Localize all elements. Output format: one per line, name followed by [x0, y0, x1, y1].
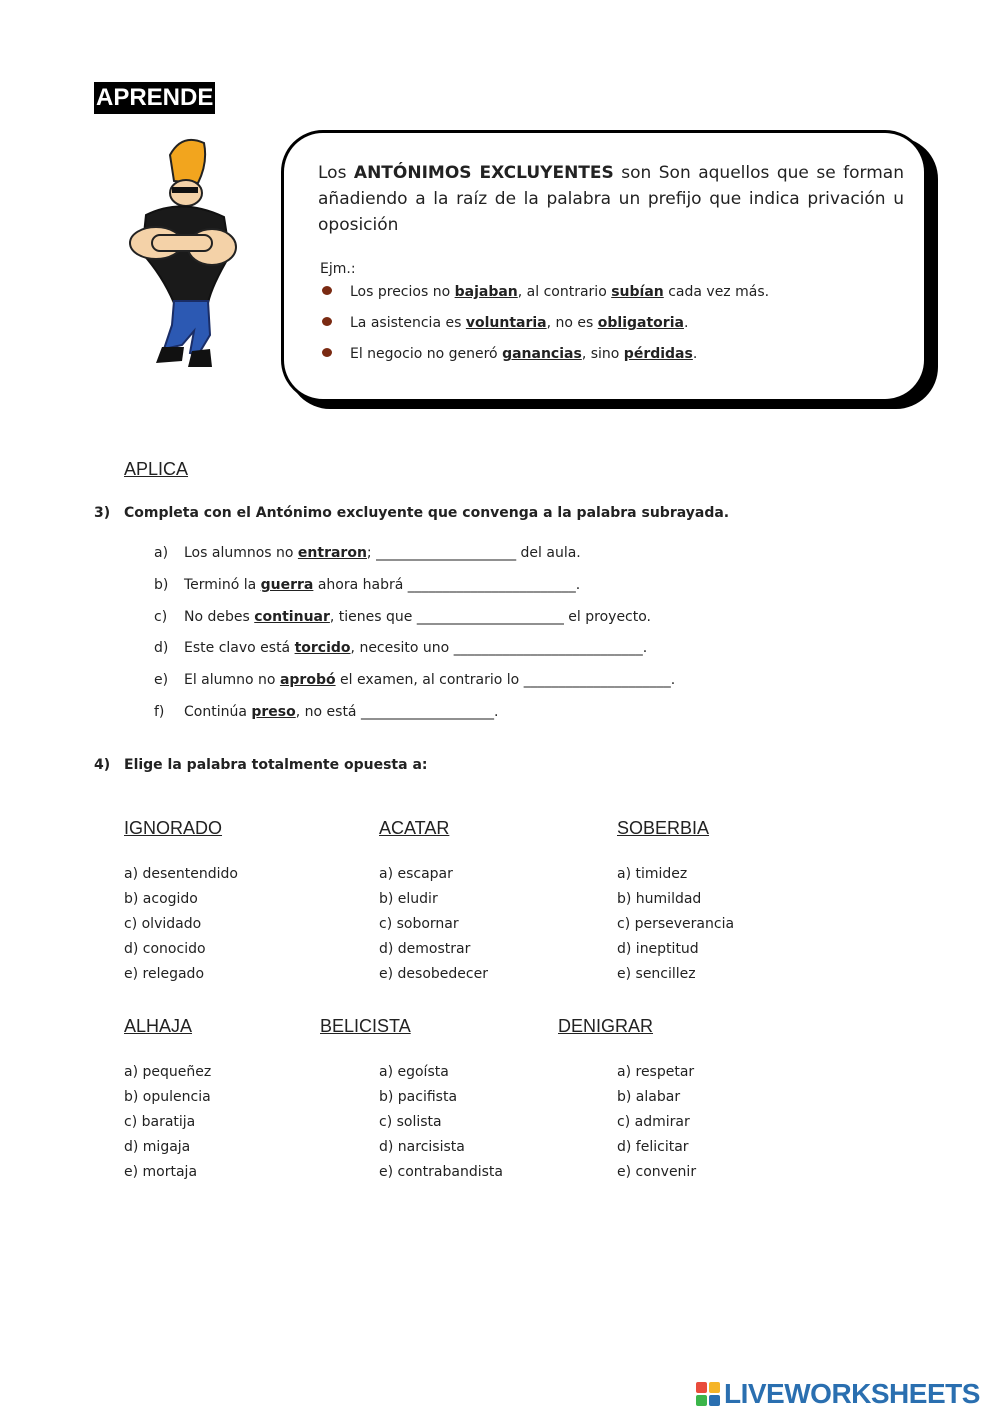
- answer-option[interactable]: d) narcisista: [379, 1139, 465, 1155]
- example-word: ganancias: [502, 346, 582, 362]
- answer-option[interactable]: c) perseverancia: [617, 916, 735, 932]
- bullet-icon: [322, 286, 332, 295]
- liveworksheets-logo-icon: [696, 1382, 720, 1406]
- fill-blank-item[interactable]: [154, 545, 581, 561]
- example-text: , al contrario: [517, 284, 612, 300]
- answer-option[interactable]: a) pequeñez: [124, 1064, 212, 1080]
- example-text: Los precios no: [350, 284, 455, 300]
- liveworksheets-logo-text: LIVEWORKSHEETS: [724, 1378, 980, 1409]
- definition-body: son Son aquellos que se forman añadiendo a la raíz de la palabra un prefijo que indica privación u oposición: [318, 163, 904, 235]
- question-number: 3): [94, 505, 111, 521]
- example-text: .: [683, 315, 689, 331]
- answer-option[interactable]: b) alabar: [617, 1089, 681, 1105]
- example-word: bajaban: [454, 284, 518, 300]
- question-number: 4): [94, 757, 111, 773]
- definition-text: [318, 160, 904, 238]
- fill-blank-item[interactable]: [154, 704, 498, 720]
- answer-option[interactable]: a) desentendido: [124, 866, 238, 882]
- example-item: [322, 284, 769, 300]
- liveworksheets-logo: [696, 1378, 980, 1410]
- item-label: b): [154, 577, 169, 593]
- example-word: subían: [611, 284, 664, 300]
- answer-option[interactable]: b) eludir: [379, 891, 438, 907]
- item-text: Los alumnos no: [184, 545, 298, 561]
- underlined-word: preso: [251, 704, 296, 720]
- question-3-heading: [94, 505, 729, 521]
- example-text: El negocio no generó: [350, 346, 503, 362]
- cartoon-character-illustration: [112, 135, 252, 375]
- question-4-heading: [94, 757, 428, 773]
- item-label: d): [154, 640, 169, 656]
- example-item: [322, 315, 688, 331]
- answer-option[interactable]: b) pacifista: [379, 1089, 458, 1105]
- word-heading: IGNORADO: [124, 818, 223, 838]
- answer-option[interactable]: b) humildad: [617, 891, 702, 907]
- word-heading: SOBERBIA: [617, 818, 710, 838]
- answer-option[interactable]: e) desobedecer: [379, 966, 488, 982]
- bullet-icon: [322, 317, 332, 326]
- word-heading: ALHAJA: [124, 1016, 193, 1036]
- example-item: [322, 346, 697, 362]
- example-text: , sino: [581, 346, 624, 362]
- item-text-with-blank[interactable]: el examen, al contrario lo _____________________.: [335, 672, 676, 688]
- answer-option[interactable]: a) respetar: [617, 1064, 695, 1080]
- item-text: Continúa: [184, 704, 252, 720]
- answer-option[interactable]: b) acogido: [124, 891, 198, 907]
- item-text-with-blank[interactable]: , necesito uno ___________________________.: [350, 640, 648, 656]
- section-title-aplica: APLICA: [124, 459, 189, 479]
- answer-option[interactable]: a) timidez: [617, 866, 688, 882]
- underlined-word: entraron: [297, 545, 367, 561]
- underlined-word: guerra: [260, 577, 314, 593]
- definition-term: ANTÓNIMOS EXCLUYENTES: [353, 163, 614, 183]
- word-heading: BELICISTA: [320, 1016, 411, 1036]
- example-word: pérdidas: [623, 346, 693, 362]
- fill-blank-item[interactable]: [154, 640, 647, 656]
- fill-blank-item[interactable]: [154, 672, 675, 688]
- question-text: Elige la palabra totalmente opuesta a:: [124, 757, 428, 773]
- answer-option[interactable]: c) admirar: [617, 1114, 690, 1130]
- item-text: No debes: [184, 609, 255, 625]
- item-text-with-blank[interactable]: , no está ___________________.: [295, 704, 499, 720]
- answer-option[interactable]: d) migaja: [124, 1139, 191, 1155]
- example-word: obligatoria: [597, 315, 684, 331]
- example-text: , no es: [546, 315, 598, 331]
- answer-option[interactable]: a) egoísta: [379, 1064, 449, 1080]
- item-text-with-blank[interactable]: , tienes que _____________________ el proyecto.: [329, 609, 652, 625]
- answer-option[interactable]: e) convenir: [617, 1164, 697, 1180]
- answer-option[interactable]: c) sobornar: [379, 916, 459, 932]
- answer-option[interactable]: e) relegado: [124, 966, 205, 982]
- answer-option[interactable]: d) ineptitud: [617, 941, 699, 957]
- answer-option[interactable]: d) felicitar: [617, 1139, 689, 1155]
- section-title-aprende: APRENDE: [94, 82, 215, 114]
- question-text: Completa con el Antónimo excluyente que convenga a la palabra subrayada.: [124, 505, 730, 521]
- examples-label: Ejm.:: [320, 261, 356, 277]
- example-word: voluntaria: [465, 315, 547, 331]
- underlined-word: aprobó: [279, 672, 336, 688]
- example-text: .: [692, 346, 698, 362]
- item-label: a): [154, 545, 169, 561]
- example-text: La asistencia es: [350, 315, 466, 331]
- item-text: Terminó la: [184, 577, 261, 593]
- fill-blank-item[interactable]: [154, 609, 651, 625]
- item-label: e): [154, 672, 169, 688]
- underlined-word: torcido: [294, 640, 351, 656]
- example-text: cada vez más.: [663, 284, 770, 300]
- answer-option[interactable]: b) opulencia: [124, 1089, 211, 1105]
- answer-option[interactable]: e) mortaja: [124, 1164, 198, 1180]
- word-heading: DENIGRAR: [558, 1016, 654, 1036]
- word-heading: ACATAR: [379, 818, 450, 838]
- item-text-with-blank[interactable]: ; ____________________ del aula.: [366, 545, 581, 561]
- fill-blank-item[interactable]: [154, 577, 580, 593]
- item-label: c): [154, 609, 168, 625]
- answer-option[interactable]: d) conocido: [124, 941, 206, 957]
- answer-option[interactable]: a) escapar: [379, 866, 453, 882]
- item-text: Este clavo está: [184, 640, 295, 656]
- definition-prefix: Los: [318, 163, 354, 183]
- underlined-word: continuar: [254, 609, 330, 625]
- bullet-icon: [322, 348, 332, 357]
- item-label: f): [154, 704, 165, 720]
- answer-option[interactable]: d) demostrar: [379, 941, 471, 957]
- item-text: El alumno no: [184, 672, 280, 688]
- answer-option[interactable]: c) solista: [379, 1114, 442, 1130]
- answer-option[interactable]: e) contrabandista: [379, 1164, 503, 1180]
- answer-option[interactable]: c) baratija: [124, 1114, 196, 1130]
- answer-option[interactable]: c) olvidado: [124, 916, 202, 932]
- item-text-with-blank[interactable]: ahora habrá ________________________.: [313, 577, 581, 593]
- answer-option[interactable]: e) sencillez: [617, 966, 696, 982]
